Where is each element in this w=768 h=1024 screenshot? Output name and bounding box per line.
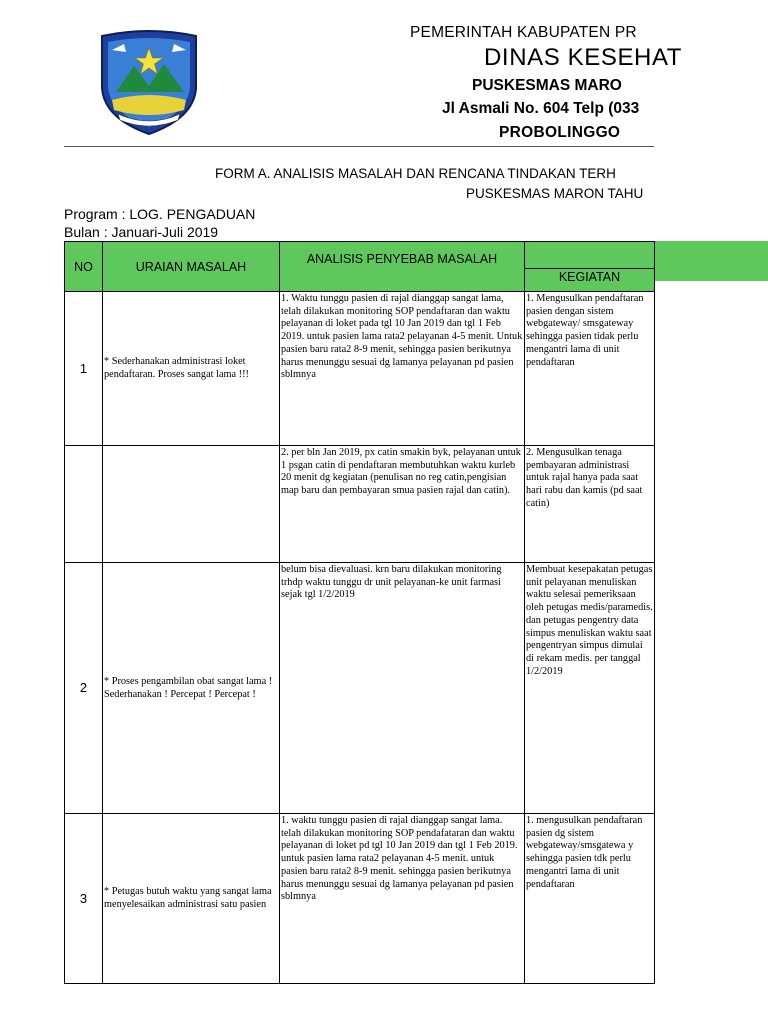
analysis-table [64, 241, 655, 984]
form-title: FORM A. ANALISIS MASALAH DAN RENCANA TINDAKAN TERH [215, 166, 616, 181]
header-uraian: URAIAN MASALAH [103, 242, 280, 292]
header-rencana [525, 242, 655, 292]
row-kegiatan: 1. Mengusulkan pendaftaran pasien dengan sistem webgateway/ smsgateway sehingga pasien tidak perlu mengantri lama di unit pendaftaran [525, 292, 655, 446]
row-kegiatan: 2. Mengusulkan tenaga pembayaran administrasi untuk rajal hanya pada saat hari rabu dan kamis (pd saat catin) [525, 446, 655, 563]
program-label: Program : LOG. PENGADUAN [64, 206, 256, 222]
table-row [65, 563, 655, 814]
row-kegiatan: Membuat kesepakatan petugas unit pelayanan menuliskan waktu selesai pemeriksaan oleh petugas medis/paramedis. dan petugas pengentry data simpus menuliskan waktu saat pengentryan simpus dimulai di rekam medis. per tanggal 1/2/2019 [525, 563, 655, 814]
row-no: 1 [65, 292, 103, 446]
header-divider [64, 146, 654, 147]
header-agency: DINAS KESEHAT [484, 44, 683, 71]
table-header-row [65, 242, 655, 292]
row-uraian: * Sederhanakan administrasi loket pendaftaran. Proses sangat lama !!! [103, 292, 280, 446]
form-subtitle: PUSKESMAS MARON TAHU [466, 186, 644, 201]
header-kegiatan: KEGIATAN [525, 268, 654, 286]
row-no [65, 446, 103, 563]
table-row [65, 814, 655, 984]
header-puskesmas: PUSKESMAS MARO [472, 77, 622, 94]
row-uraian [103, 446, 280, 563]
row-analisis: 1. waktu tunggu pasien di rajal dianggap sangat lama. telah dilakukan monitoring SOP pendafataran dan waktu pelayanan di loket pd tgl 10 Jan 2019 dan tgl 1 Feb 2019. untuk pasien lama rata2 pelayanan 4-5 menit. untuk pasien baru rata2 8-9 menit. sehingga pasien berikutnya harus menunggu sesuai dg lamanya pelayanan pd pasien sblmnya [280, 814, 525, 984]
row-uraian: * Proses pengambilan obat sangat lama ! Sederhanakan ! Percepat ! Percepat ! [103, 563, 280, 814]
row-no: 3 [65, 814, 103, 984]
header-analisis: ANALISIS PENYEBAB MASALAH [280, 242, 525, 292]
kabupaten-emblem-logo [94, 30, 204, 138]
row-analisis: 2. per bln Jan 2019, px catin smakin byk, pelayanan untuk 1 psgan catin di pendaftaran membutuhkan waktu kurleb 20 menit dg kegiatan (penulisan no reg catin,pengisian map baru dan pembayaran smua pasien rajal dan catin). [280, 446, 525, 563]
header-city: PROBOLINGGO [499, 124, 621, 141]
period-label: Bulan : Januari-Juli 2019 [64, 224, 219, 240]
header-government: PEMERINTAH KABUPATEN PR [410, 24, 637, 41]
table-row [65, 446, 655, 563]
table-row [65, 292, 655, 446]
row-uraian: * Petugas butuh waktu yang sangat lama menyelesaikan administrasi satu pasien [103, 814, 280, 984]
row-analisis: 1. Waktu tunggu pasien di rajal dianggap sangat lama, telah dilakukan monitoring SOP pendaftaran dan waktu pelayanan di loket pada tgl 10 Jan 2019 dan tgl 1 Feb 2019. untuk pasien lama rata2 pelayanan 4-5 menit. Untuk pasien baru rata2 8-9 menit, sehingga pasien berikutnya harus menunggu sesuai dg lamanya pelayanan pd pasien sblmnya [280, 292, 525, 446]
header-green-strip [654, 241, 768, 281]
row-kegiatan: 1. mengusulkan pendaftaran pasien dg sistem webgateway/smsgatewa y sehingga pasien tdk perlu mengantri lama di unit pendaftaran [525, 814, 655, 984]
row-no: 2 [65, 563, 103, 814]
header-address: Jl Asmali No. 604 Telp (033 [442, 100, 640, 117]
row-analisis: belum bisa dievaluasi. krn baru dilakukan monitoring trhdp waktu tunggu dr unit pelayanan-ke unit farmasi sejak tgl 1/2/2019 [280, 563, 525, 814]
header-no: NO [65, 242, 103, 292]
